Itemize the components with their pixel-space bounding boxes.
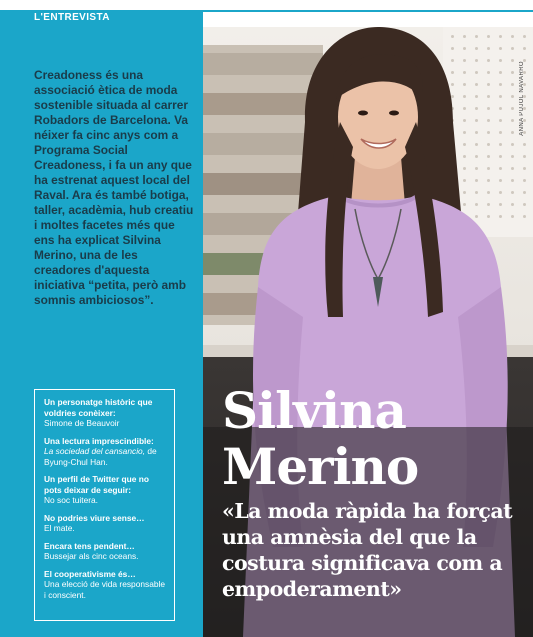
headline-quote: «La moda ràpida ha forçat una amnèsia del que la costura significava com a empoderament» [222, 499, 513, 601]
section-label-tab [0, 10, 203, 27]
interviewee-name [222, 383, 418, 495]
eye [389, 111, 399, 116]
section-label: L'ENTREVISTA [34, 12, 110, 23]
intro-paragraph: Creadoness és una associació ètica de moda sostenible situada al carrer Robadors de Barcelona. Va néixer fa cinc anys com a Programa Social Creadoness, i fa un any que ha estrenat aquest local del Raval. Ara és també botiga, taller, acadèmia, hub creatiu i moltes facetes més que ens ha explicat Silvina Merino, una de les creadores d'aquesta iniciativa “petita, però amb somnis ambiciosos”. [34, 68, 194, 307]
qa-answer [44, 446, 168, 467]
qa-answer: Simone de Beauvoir [44, 418, 120, 428]
section-header [0, 0, 533, 30]
qa-question: Una lectura imprescindible: [44, 435, 154, 446]
book-title: La sociedad del cansancio, [44, 446, 146, 456]
qa-answer: Bussejar als cinc oceans. [44, 551, 139, 561]
qa-item [44, 569, 168, 601]
qa-question: Un perfil de Twitter que no pots deixar de seguir: [44, 474, 149, 495]
qa-item [44, 513, 168, 534]
qa-answer: Una elecció de vida responsable i conscient. [44, 579, 166, 600]
book-author: de Byung-Chul Han. [44, 446, 157, 467]
qa-question: Un personatge històric que voldries conèixer: [44, 397, 153, 418]
qa-question: Encara tens pendent… [44, 540, 135, 551]
qa-item [44, 397, 168, 429]
qa-answer: El mate. [44, 523, 75, 533]
quick-questions-box [34, 389, 175, 621]
qa-item [44, 436, 168, 468]
qa-item [44, 541, 168, 562]
photo-credit: ANNA PUJOL NAVARRO [519, 61, 525, 136]
eye [358, 111, 368, 116]
qa-item [44, 474, 168, 506]
qa-question: No podries viure sense… [44, 512, 145, 523]
qa-question: El cooperativisme és… [44, 568, 136, 579]
qa-answer: No soc tuitera. [44, 495, 98, 505]
last-name: Merino [222, 437, 419, 496]
first-name: Silvina [222, 381, 406, 440]
section-rule [203, 10, 533, 12]
